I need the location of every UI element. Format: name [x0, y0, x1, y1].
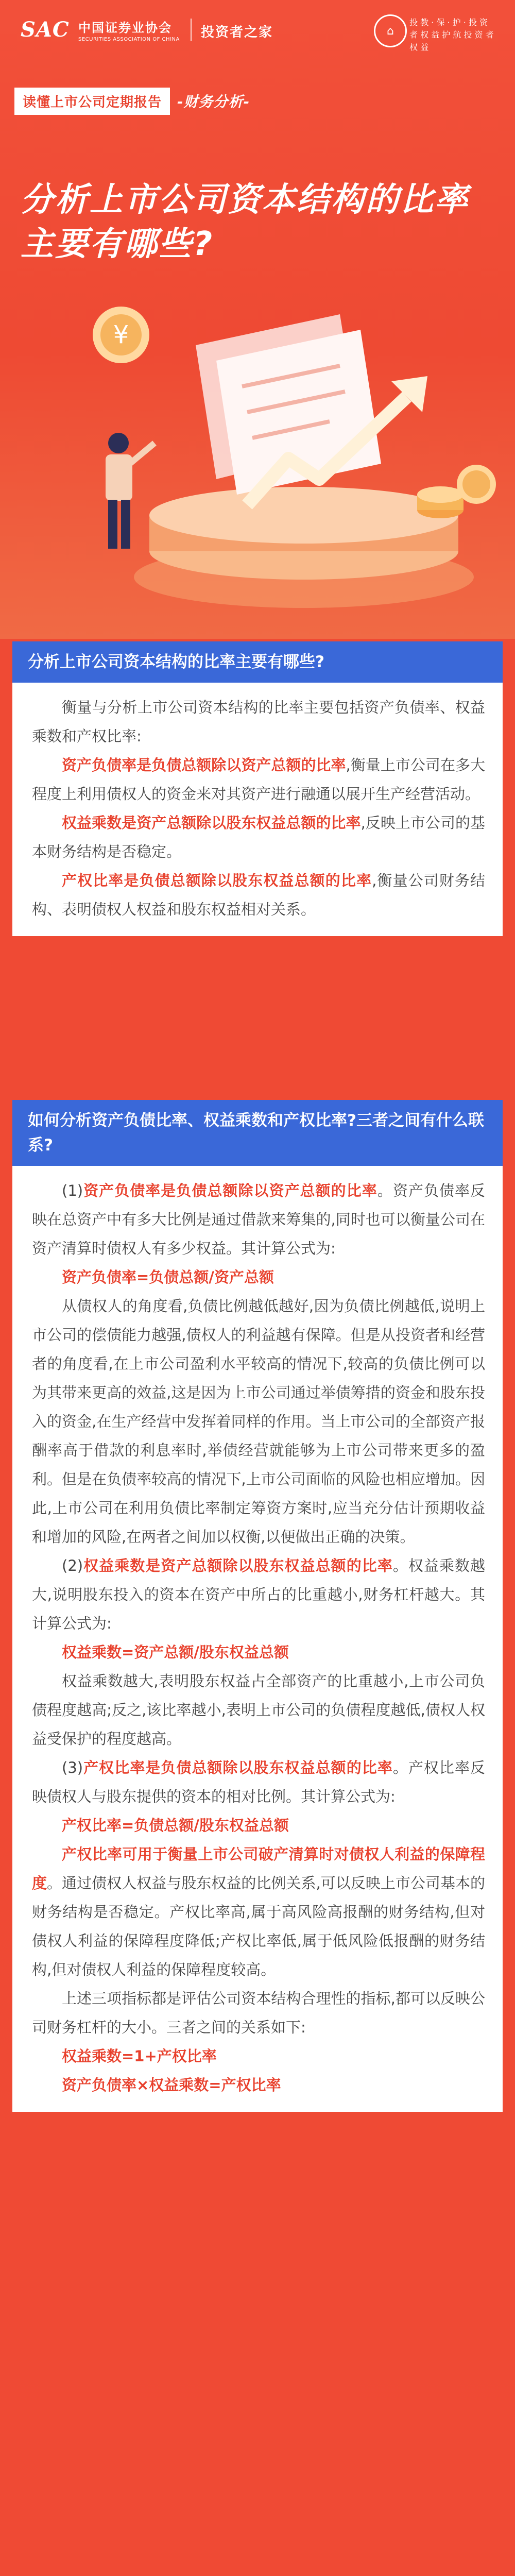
paragraph	[32, 866, 485, 924]
paragraph	[32, 1551, 485, 1638]
section-title: 如何分析资产负债比率、权益乘数和产权比率?三者之间有什么联系?	[12, 1100, 503, 1166]
highlight-text: 产权比率是负债总额除以股东权益总额的比率	[83, 1759, 393, 1776]
paragraph: 从债权人的角度看,负债比例越低越好,因为负债比例越低,说明上市公司的偿债能力越强,债权人的利益越有保障。但是从投资者和经营者的角度看,在上市公司盈利水平较高的情况下,较高的负债比例可以为其带来更高的效益,这是因为上市公司通过举债筹措的资金和股东投入的资金,在生产经营中发挥着同样的作用。当上市公司的全部资产报酬率高于借款的利息率时,举债经营就能够为上市公司带来更多的盈利。但是在负债率较高的情况下,上市公司面临的风险也相应增加。因此,上市公司在利用负债比率制定筹资方案时,应当充分估计预期收益和增加的风险,在两者之间加以权衡,以便做出正确的决策。	[32, 1297, 485, 1546]
badge-text: 投 教 · 保 · 护 · 投 资 者 权 益 护 航 投 资 者 权 益	[409, 18, 494, 52]
paragraph	[32, 751, 485, 808]
paragraph-text: 。权益乘数越大,说明股东投入的资本在资产中所占的比重越小,财务杠杆越大。其计算公式为:	[32, 1557, 485, 1632]
investor-home-label: 投资者之家	[201, 25, 273, 40]
paragraph	[32, 1176, 485, 1263]
paragraph-text: ,衡量公司财务结构、表明债权人权益和股东权益相对关系。	[32, 872, 485, 918]
formula-equity-multiplier: 权益乘数=资产总额/股东权益总额	[62, 1643, 289, 1661]
formula-equity-ratio: 产权比率=负债总额/股东权益总额	[62, 1817, 289, 1834]
paragraph: 权益乘数越大,表明股东权益占全部资产的比重越小,上市公司负债程度越高;反之,该比率越小,表明上市公司的负债程度越低,债权人权益受保护的程度越高。	[32, 1672, 485, 1748]
formula-relation-1: 权益乘数=1+产权比率	[62, 2047, 217, 2065]
svg-text:¥: ¥	[113, 320, 129, 349]
highlight-text: 权益乘数是资产总额除以股东权益总额的比率	[62, 814, 361, 832]
series-tagline	[14, 88, 250, 114]
divider	[191, 19, 192, 41]
highlight-text: 产权比率是负债总额除以股东权益总额的比率	[62, 872, 372, 889]
highlight-text: 产权比率可用于衡量上市公司破产清算时对债权人利益的保障程度	[32, 1845, 485, 1892]
top-bar	[21, 14, 494, 61]
paragraph	[32, 1840, 485, 1984]
sac-logo: SAC	[21, 18, 70, 42]
section-ratio-analysis	[12, 1100, 503, 2112]
association-name-cn: 中国证券业协会	[78, 21, 172, 35]
item-number: (3)	[62, 1759, 83, 1776]
section-body	[12, 1166, 503, 2112]
association-name	[78, 18, 180, 42]
hero-illustration	[0, 289, 515, 618]
coin-stack-icon	[417, 465, 496, 518]
page-title: 分析上市公司资本结构的比率主要有哪些?	[21, 181, 469, 263]
formula-debt-ratio: 资产负债率=负债总额/资产总额	[62, 1268, 274, 1286]
badge-icon: ⌂	[374, 14, 407, 47]
person-icon	[106, 433, 154, 549]
paragraph-text: ,反映上市公司的基本财务结构是否稳定。	[32, 814, 485, 860]
section-body	[12, 683, 503, 936]
paragraph: 上述三项指标都是评估公司资本结构合理性的指标,都可以反映公司财务杠杆的大小。三者之间的关系如下:	[32, 1990, 485, 2036]
paragraph-text: 。资产负债率反映在总资产中有多大比例是通过借款来筹集的,同时也可以衡量公司在资产清算时债权人有多少权益。其计算公式为:	[32, 1182, 485, 1257]
highlight-text: 权益乘数是资产总额除以股东权益总额的比率	[83, 1557, 393, 1574]
series-subtitle: -财务分析-	[177, 93, 250, 110]
series-title: 读懂上市公司定期报告	[14, 88, 170, 115]
paragraph	[32, 1753, 485, 1811]
hero-banner	[0, 0, 515, 639]
paragraph-text: ,衡量上市公司在多大程度上利用债权人的资金来对其资产进行融通以展开生产经营活动。	[32, 756, 485, 803]
section-capital-structure-ratios	[12, 641, 503, 936]
paragraph-text: 。产权比率反映债权人与股东提供的资本的相对比例。其计算公式为:	[32, 1759, 485, 1805]
section-title: 分析上市公司资本结构的比率主要有哪些?	[12, 641, 503, 683]
paragraph-text: 。通过债权人权益与股东权益的比例关系,可以反映上市公司基本的财务结构是否稳定。产权比率高,属于高风险高报酬的财务结构,但对债权人利益的保障程度降低;产权比率低,属于低风险低报酬的财务结构,但对债权人利益的保障程度较高。	[32, 1874, 485, 1978]
paragraph	[32, 808, 485, 866]
yen-coin-icon	[93, 307, 149, 363]
item-number: (2)	[62, 1557, 83, 1574]
item-number: (1)	[62, 1182, 83, 1199]
highlight-text: 资产负债率是负债总额除以资产总额的比率	[83, 1182, 377, 1199]
highlight-text: 资产负债率是负债总额除以资产总额的比率	[62, 756, 346, 774]
formula-relation-2: 资产负债率×权益乘数=产权比率	[62, 2076, 281, 2094]
association-name-en: SECURITIES ASSOCIATION OF CHINA	[78, 37, 180, 42]
paragraph-text: 衡量与分析上市公司资本结构的比率主要包括资产负债率、权益乘数和产权比率:	[32, 699, 485, 745]
paragraph	[32, 693, 485, 751]
